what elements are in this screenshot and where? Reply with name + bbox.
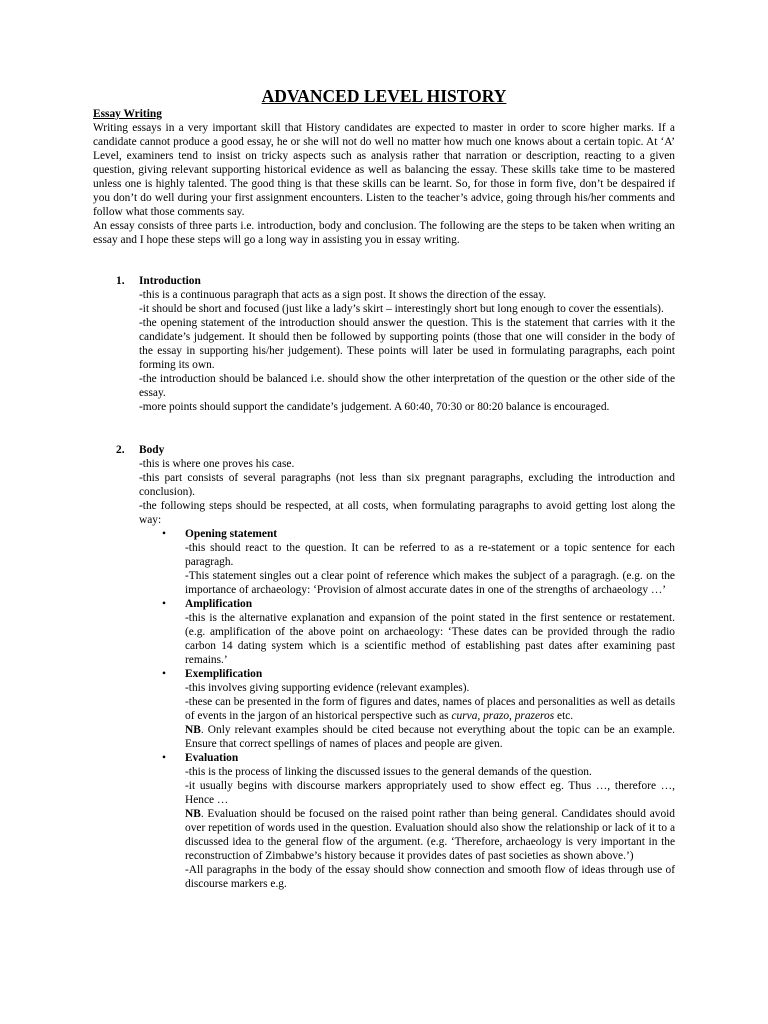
bullet-line: -this involves giving supporting evidence (relevant examples).: [185, 682, 470, 694]
section-line: -this is a continuous paragraph that acts as a sign post. It shows the direction of the essay.: [139, 289, 547, 301]
section-line: -this part consists of several paragraphs (not less than six pregnant paragraphs, excluding the introduction and conclusion).: [139, 472, 675, 498]
bullet-exemplification: [139, 667, 675, 751]
intro-paragraph-1: Writing essays in a very important skill that History candidates are expected to master in order to score higher marks. If a candidate cannot produce a good essay, he or she will not do well no matter how much one knows about a certain topic. At ‘A’ Level, examiners tend to insist on tricky aspects such as analysis rather that narration or description, reacting to a given question, giving relevant supporting historical evidence as well as balancing the essay. These skills take time to be mastered unless one is highly talented. The good thing is that these skills can be learnt. So, for those in form five, don’t be despaired if you don’t do well during your first assignment encounters. Listen to the teacher’s advice, going through his/her comments and follow what those comments say.: [93, 122, 675, 218]
nb-note: [185, 723, 675, 751]
nb-note: [185, 807, 675, 863]
italic-terms: curva, prazo, prazeros: [451, 710, 555, 722]
bullet-line: [185, 695, 675, 723]
section-line: -it should be short and focused (just like a lady’s skirt – interestingly short but long enough to cover the essentials).: [139, 303, 664, 315]
section-line: -the introduction should be balanced i.e. should show the other interpretation of the question or the other side of the essay.: [139, 373, 675, 399]
nb-text: . Evaluation should be focused on the raised point rather than being general. Candidates should avoid over repetition of words used in the question. Evaluation should also show the relationship or lack of it to a discussed idea to the general flow of the argument. (e.g. ‘Therefore, archaeology is very important in the reconstruction of Zimbabwe’s history because it provides dates of past societies as shown above.’): [185, 808, 675, 862]
bullet-line: -it usually begins with discourse markers appropriately used to show effect eg. Thus …, therefore …, Hence …: [185, 780, 675, 806]
section-line: -the opening statement of the introduction should answer the question. This is the statement that carries with it the candidate’s judgement. It should then be followed by supporting points (those that one will consider in the body of the essay in supporting his/her judgement). These points will later be used in formulating paragraphs, each point forming its own.: [139, 317, 675, 371]
bullet-line: -This statement singles out a clear point of reference which makes the subject of a paragragh. (e.g. on the importance of archaeology: ‘Provision of almost accurate dates in one of the strengths of archaeology …’: [185, 570, 675, 596]
bullet-opening-statement: [139, 527, 675, 597]
section-number: 2.: [116, 444, 125, 456]
bullet-line: -this is the process of linking the discussed issues to the general demands of the question.: [185, 766, 592, 778]
section-line: -the following steps should be respected, at all costs, when formulating paragraphs to avoid getting lost along the way:: [139, 500, 675, 526]
bullet-title: Opening statement: [185, 528, 278, 540]
page-title: ADVANCED LEVEL HISTORY: [261, 86, 507, 106]
nb-label: NB: [185, 808, 201, 820]
bullet-title: Evaluation: [185, 752, 239, 764]
bullet-line: -this should react to the question. It can be referred to as a re-statement or a topic sentence for each paragragh.: [185, 542, 675, 568]
bullet-line: -All paragraphs in the body of the essay should show connection and smooth flow of ideas through use of discourse markers e.g.: [185, 864, 675, 890]
bullet-amplification: [139, 597, 675, 667]
bullet-line-text: -these can be presented in the form of figures and dates, names of places and personalities as well as details of events in the jargon of an historical perspective such as: [185, 696, 675, 722]
section-body: [93, 443, 675, 891]
nb-text: . Only relevant examples should be cited because not everything about the topic can be an example. Ensure that correct spellings of names of places and people are given.: [185, 724, 675, 750]
bullet-title: Amplification: [185, 598, 253, 610]
section-line: -this is where one proves his case.: [139, 458, 295, 470]
essay-writing-heading: Essay Writing: [93, 108, 162, 120]
section-number: 1.: [116, 275, 125, 287]
bullet-title: Exemplification: [185, 668, 263, 680]
section-title: Body: [139, 444, 165, 456]
section-line: -more points should support the candidate’s judgement. A 60:40, 70:30 or 80:20 balance is encouraged.: [139, 401, 610, 413]
bullet-evaluation: [139, 751, 675, 891]
after-italic: etc.: [554, 710, 574, 722]
bullet-line: -this is the alternative explanation and expansion of the point stated in the first sentence or restatement. (e.g. amplification of the above point on archaeology: ‘These dates can be provided through the radio carbon 14 dating system which is a scientific method of establishing past dates after examining past remains.’: [185, 612, 675, 666]
bullet-icon: •: [162, 752, 166, 764]
bullet-icon: •: [162, 668, 166, 680]
section-introduction: [93, 274, 675, 414]
section-heading: [93, 443, 675, 457]
intro-block: [93, 107, 675, 247]
bullet-icon: •: [162, 528, 166, 540]
section-title: Introduction: [139, 275, 201, 287]
section-heading: [93, 274, 675, 288]
intro-paragraph-2: An essay consists of three parts i.e. introduction, body and conclusion. The following are the steps to be taken when writing an essay and I hope these steps will go a long way in assisting you in essay writing.: [93, 220, 675, 246]
nb-label: NB: [185, 724, 201, 736]
bullet-icon: •: [162, 598, 166, 610]
